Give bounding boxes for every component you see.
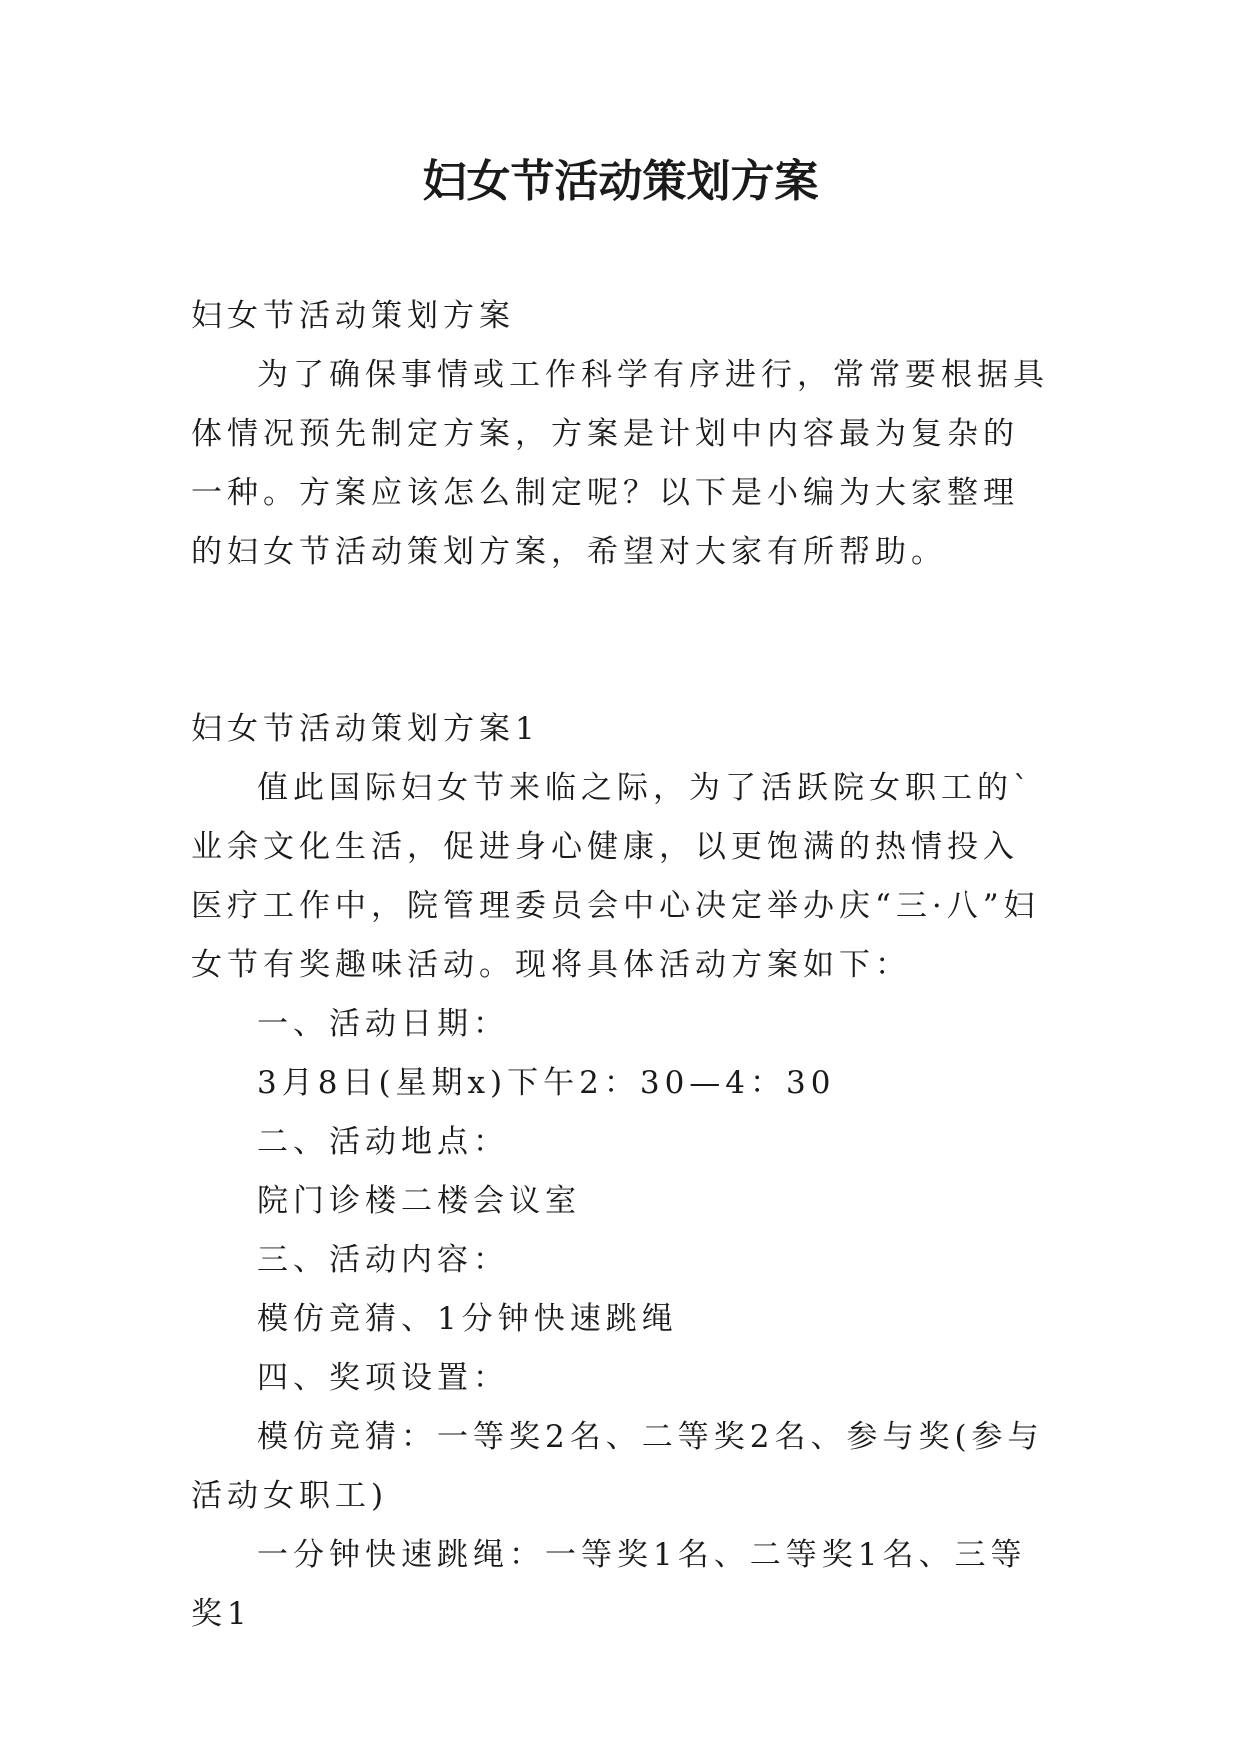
item-value-location: 院门诊楼二楼会议室	[257, 1183, 581, 1219]
item-heading-content: 三、活动内容：	[257, 1242, 509, 1278]
intro-heading: 妇女节活动策划方案	[191, 298, 515, 334]
item-heading-location: 二、活动地点：	[257, 1124, 509, 1160]
item-value-awards-imitation: 模仿竞猜：一等奖2名、二等奖2名、参与奖(参与活动女职工)	[191, 1419, 1044, 1514]
document-title: 妇女节活动策划方案	[422, 156, 819, 207]
item-value-awards-jumprope: 一分钟快速跳绳：一等奖1名、二等奖1名、三等奖1	[191, 1537, 1027, 1632]
item-heading-date: 一、活动日期：	[257, 1006, 509, 1042]
item-heading-awards: 四、奖项设置：	[257, 1360, 509, 1396]
intro-paragraph: 为了确保事情或工作科学有序进行，常常要根据具体情况预先制定方案，方案是计划中内容最为复杂的一种。方案应该怎么制定呢？以下是小编为大家整理的妇女节活动策划方案，希望对大家有所帮助。	[191, 357, 1049, 570]
document-body	[191, 287, 1051, 1644]
section-spacer	[191, 582, 1051, 700]
section-heading: 妇女节活动策划方案1	[191, 711, 540, 747]
item-value-date: 3月8日(星期x)下午2：30—4：30	[257, 1065, 836, 1101]
section-intro-paragraph: 值此国际妇女节来临之际，为了活跃院女职工的`业余文化生活，促进身心健康，以更饱满的热情投入医疗工作中，院管理委员会中心决定举办庆“三·八”妇女节有奖趣味活动。现将具体活动方案如下：	[191, 770, 1040, 983]
item-value-content: 模仿竞猜、1分钟快速跳绳	[257, 1301, 678, 1337]
